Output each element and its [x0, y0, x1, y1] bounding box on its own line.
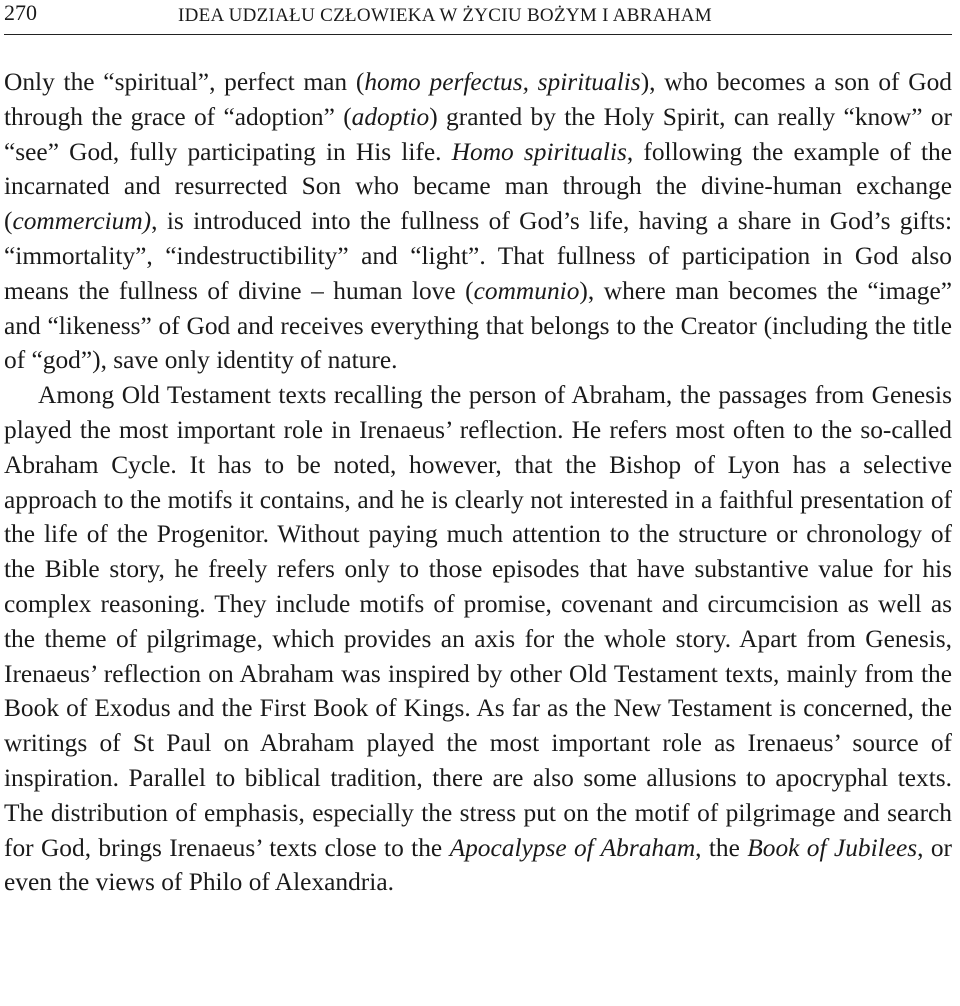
text-run: , the: [695, 833, 748, 862]
text-run: , is introduced into the fullness of God’s life, having a share in God’s gifts: “immortality”, “indestructibility” and “light”. That fullness of participation in God also means the fullness of divine – human love (: [4, 207, 952, 305]
italic-term: homo perfectus, spiritualis: [364, 68, 641, 96]
document-page: [4, 0, 952, 900]
italic-term: communio: [473, 276, 580, 305]
italic-title: Apocalypse of Abraham: [449, 833, 696, 862]
body-text: [4, 65, 952, 900]
text-run: Only the “spiritual”, perfect man (: [4, 68, 365, 96]
italic-term: Homo spiritualis: [451, 137, 627, 166]
italic-term: commercium): [12, 207, 152, 236]
paragraph: [4, 378, 952, 900]
text-run: ) granted by the Holy Spirit, can really “know” or “see” God, fully participating in His life.: [4, 102, 952, 166]
italic-term: adoptio: [351, 102, 430, 131]
paragraph: [4, 65, 952, 378]
running-header-title: IDEA UDZIAŁU CZŁOWIEKA W ŻYCIU BOŻYM I ABRAHAM: [178, 5, 712, 26]
text-run: Among Old Testament texts recalling the person of Abraham, the passages from Genesis played the most important role in Irenaeus’ reflection. He refers most often to the so-called Abraham Cycle. It has to be noted, however, that the Bishop of Lyon has a selective approach to the motifs it contains, and he is clearly not interested in a faithful presentation of the life of the Progenitor. Without paying much attention to the structure or chronology of the Bible story, he freely refers only to those episodes that have substantive value for his complex reasoning. They include motifs of promise, covenant and circumcision as well as the theme of pilgrimage, which provides an axis for the whole story. Apart from Genesis, Irenaeus’ reflection on Abraham was inspired by other Old Testament texts, mainly from the Book of Exodus and the First Book of Kings. As far as the New Testament is concerned, the writings of St Paul on Abraham played the most important role as Irenaeus’ source of inspiration. Parallel to biblical tradition, there are also some allusions to apocryphal texts. The distribution of emphasis, especially the stress put on the motif of pilgrimage and search for God, brings Irenaeus’ texts close to the: [4, 381, 952, 862]
running-header: [4, 0, 952, 35]
text-run: ), where man becomes the “image” and “likeness” of God and receives everything that belongs to the Creator (including the title of “god”), save only identity of nature.: [4, 276, 952, 375]
page-number: 270: [4, 0, 37, 25]
text-run: , following the example of the incarnated and resurrected Son who became man through the divine-human exchange (: [4, 137, 952, 236]
text-run: , or even the views of Philo of Alexandria.: [4, 833, 952, 897]
italic-title: Book of Jubilees: [747, 833, 918, 862]
text-run: ), who becomes a son of God through the grace of “adoption” (: [4, 68, 952, 131]
